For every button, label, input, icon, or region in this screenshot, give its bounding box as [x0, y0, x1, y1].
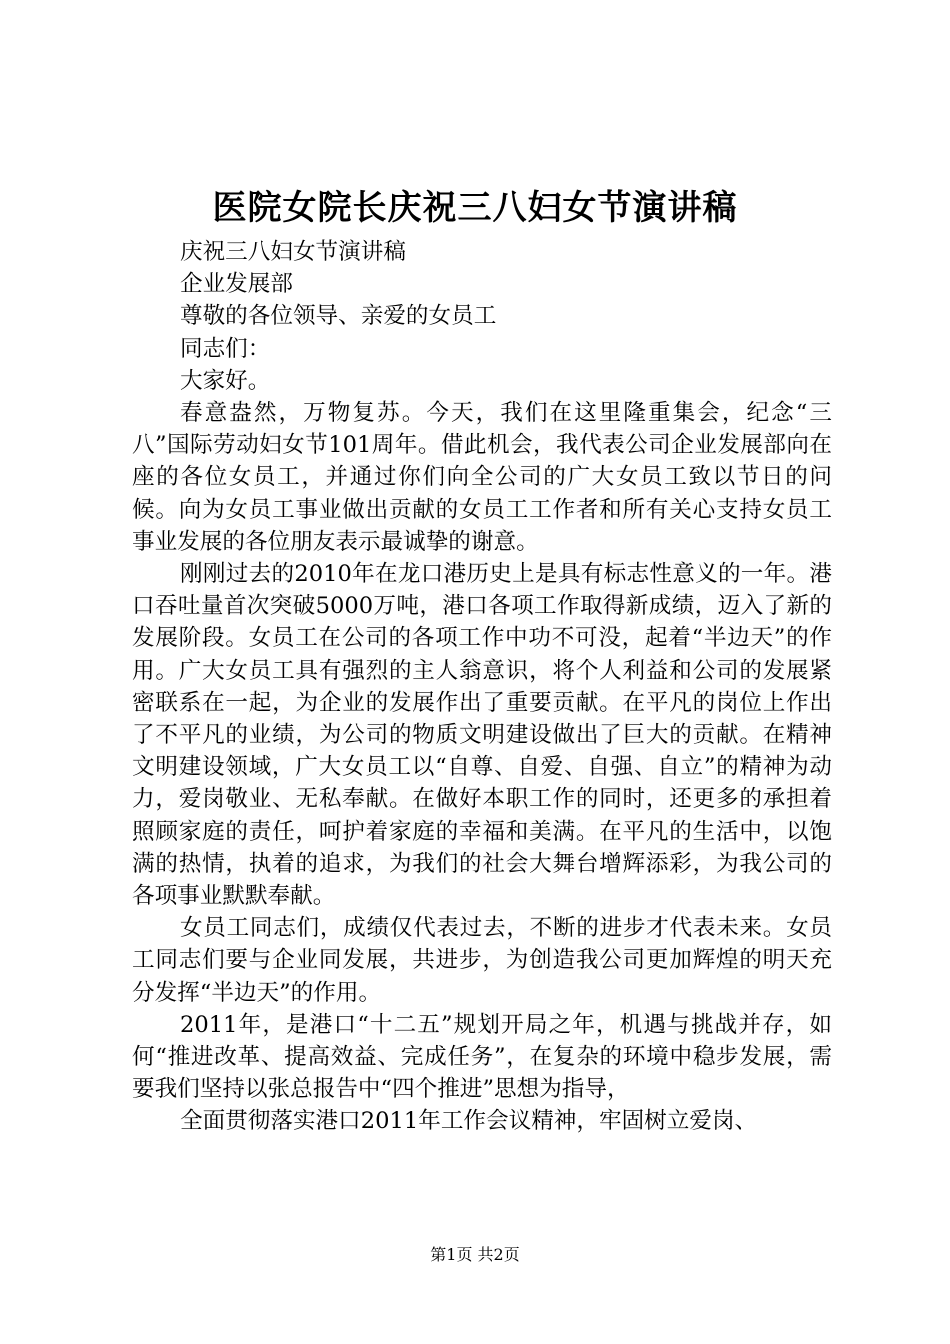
salutation-line-2: 同志们： [180, 335, 271, 362]
paragraph: 女员工同志们，成绩仅代表过去，不断的进步才代表未来。女员工同志们要与企业同发展，共进步，为创造我公司更加辉煌的明天充分发挥“半边天”的作用。 [132, 915, 832, 1006]
document-body [132, 236, 832, 1138]
greeting-line: 大家好。 [180, 367, 271, 394]
paragraph: 春意盎然，万物复苏。今天，我们在这里隆重集会，纪念“三八”国际劳动妇女节101周年。借此机会，我代表公司企业发展部向在座的各位女员工，并通过你们向全公司的广大女员工致以节日的问候。向为女员工事业做出贡献的女员工工作者和所有关心支持女员工事业发展的各位朋友表示最诚挚的谢意。 [132, 400, 832, 555]
salutation-line: 尊敬的各位领导、亲爱的女员工 [180, 303, 497, 330]
subtitle-line: 庆祝三八妇女节演讲稿 [180, 239, 406, 265]
department-line: 企业发展部 [180, 271, 293, 298]
page-number-footer: 第1页 共2页 [430, 1245, 520, 1264]
paragraph: 全面贯彻落实港口2011年工作会议精神，牢固树立爱岗、 [180, 1108, 758, 1135]
document-title: 医院女院长庆祝三八妇女节演讲稿 [212, 188, 738, 228]
paragraph: 刚刚过去的2010年在龙口港历史上是具有标志性意义的一年。港口吞吐量首次突破5000万吨，港口各项工作取得新成绩，迈入了新的发展阶段。女员工在公司的各项工作中功不可没，起着“半边天”的作用。广大女员工具有强烈的主人翁意识，将个人利益和公司的发展紧密联系在一起，为企业的发展作出了重要贡献。在平凡的岗位上作出了不平凡的业绩，为公司的物质文明建设做出了巨大的贡献。在精神文明建设领域，广大女员工以“自尊、自爱、自强、自立”的精神为动力，爱岗敬业、无私奉献。在做好本职工作的同时，还更多的承担着照顾家庭的责任，呵护着家庭的幸福和美满。在平凡的生活中，以饱满的热情，执着的追求，为我们的社会大舞台增辉添彩，为我公司的各项事业默默奉献。 [132, 561, 832, 910]
paragraph: 2011年，是港口“十二五”规划开局之年，机遇与挑战并存，如何“推进改革、提高效益、完成任务”，在复杂的环境中稳步发展，需要我们坚持以张总报告中“四个推进”思想为指导， [132, 1011, 832, 1103]
